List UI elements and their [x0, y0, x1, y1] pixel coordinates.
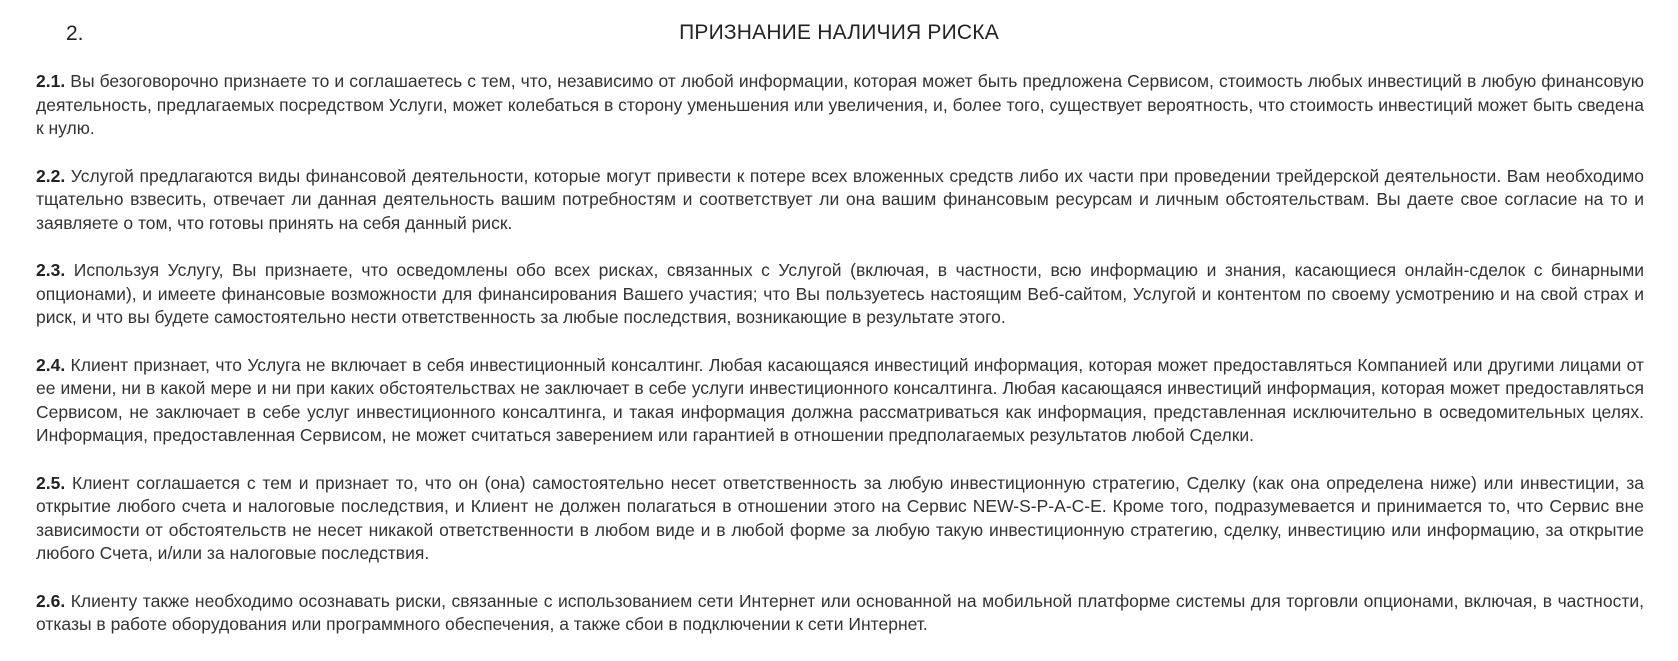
clause-number: 2.1.	[36, 71, 66, 91]
section-title: ПРИЗНАНИЕ НАЛИЧИЯ РИСКА	[679, 21, 999, 44]
clause-text: Услугой предлагаются виды финансовой деятельности, которые могут привести к потере всех вложенных средств либо их части при проведении трейдерской деятельности. Вам необходимо тщательно взвесить, отвечает ли данная деятельность вашим потребностям и соответствует ли она вашим финансовым ресурсам и личным обстоятельствам. Вы даете свое согласие на то и заявляете о том, что готовы принять на себя данный риск.	[36, 165, 1644, 233]
clause-2-1	[36, 70, 1644, 141]
clause-list	[36, 70, 1644, 661]
clause-text: Вы безоговорочно признаете то и соглашаетесь с тем, что, независимо от любой информации, которая может быть предложена Сервисом, стоимость любых инвестиций в любую финансовую деятельность, предлагаемых посредством Услуги, может колебаться в сторону уменьшения или увеличения, и, более того, существует вероятность, что стоимость инвестиций может быть сведена к нулю.	[36, 71, 1644, 138]
clause-number: 2.3.	[36, 260, 66, 280]
clause-number: 2.2.	[36, 165, 66, 186]
clause-number: 2.4.	[36, 354, 66, 375]
clause-2-6	[36, 590, 1644, 637]
clause-2-2	[36, 165, 1644, 236]
clause-text: Клиент признает, что Услуга не включает в себя инвестиционный консалтинг. Любая касающаяся инвестиций информация, которая может предоставляться Компанией или другими лицами от ее имени, ни в какой мере и ни при каких обстоятельствах не заключает в себе услуги инвестиционного консалтинга. Любая касающаяся инвестиций информация, которая может предоставляться Сервисом, не заключает в себе услуг инвестиционного консалтинга, и такая информация должна рассматриваться как информация, представленная исключительно в осведомительных целях. Информация, предоставленная Сервисом, не может считаться заверением или гарантией в отношении предполагаемых результатов любой Сделки.	[36, 354, 1644, 445]
clause-2-5	[36, 472, 1644, 566]
clause-text: Клиенту также необходимо осознавать риски, связанные с использованием сети Интернет или основанной на мобильной платформе системы для торговли опционами, включая, в частности, отказы в работе оборудования или программного обеспечения, а также сбои в подключении к сети Интернет.	[36, 590, 1644, 634]
clause-text: Используя Услугу, Вы признаете, что осведомлены обо всех рисках, связанных с Услугой (включая, в частности, всю информацию и знания, касающиеся онлайн-сделок с бинарными опционами), и имеете финансовые возможности для финансирования Вашего участия; что Вы пользуетесь настоящим Веб-сайтом, Услугой и контентом по своему усмотрению и на свой страх и риск, и что вы будете самостоятельно нести ответственность за любые последствия, возникающие в результате этого.	[36, 260, 1644, 327]
clause-2-3	[36, 259, 1644, 330]
section-number: 2.	[66, 22, 84, 45]
clause-text: Клиент соглашается с тем и признает то, что он (она) самостоятельно несет ответственность за любую инвестиционную стратегию, Сделку (как она определена ниже) или инвестиции, за открытие любого счета и налоговые последствия, и Клиент не должен полагаться в отношении этого на Сервис NEW-S-P-A-C-E. Кроме того, подразумевается и принимается то, что Сервис вне зависимости от обстоятельств не несет никакой ответственности в любом виде и в любой форме за любую такую инвестиционную стратегию, сделку, инвестицию или информацию, за открытие любого Счета, и/или за налоговые последствия.	[36, 472, 1644, 563]
clause-number: 2.5.	[36, 472, 66, 493]
clause-2-4	[36, 354, 1644, 448]
clause-number: 2.6.	[36, 590, 66, 611]
